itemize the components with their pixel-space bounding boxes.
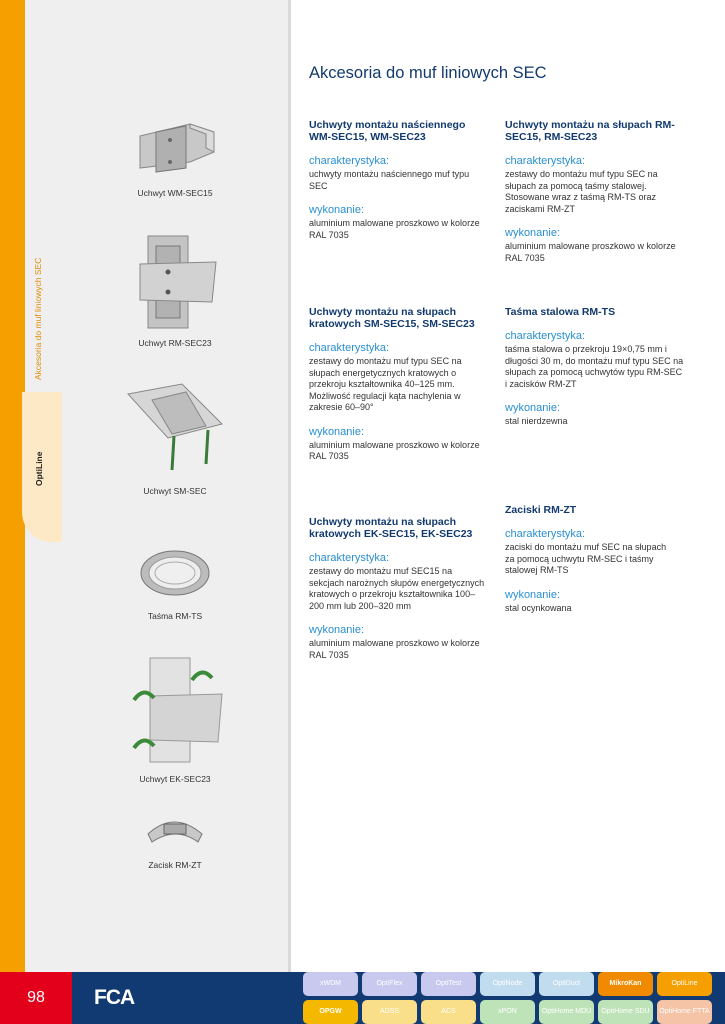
- side-section-label: Akcesoria do muf liniowych SEC: [33, 257, 43, 380]
- material-label: wykonanie:: [505, 588, 561, 601]
- product-rm-ts: [120, 545, 230, 621]
- characteristics-label: charakterystyka:: [505, 528, 586, 540]
- product-caption: Uchwyt WM-SEC15: [137, 188, 213, 198]
- block-title: Zaciski RM-ZT: [505, 504, 577, 516]
- tab-optiduct[interactable]: OptiDuct: [539, 972, 594, 996]
- characteristics-text: zestawy do montażu muf typu SEC na słupach energetycznych kratowych o przekroju kształtownika 40–125 mm. Możliwość regulacji kąta nachylenia w zakresie 60–90°: [309, 356, 462, 412]
- page-title: Akcesoria do muf liniowych SEC: [309, 64, 547, 82]
- block-rm-ts: [505, 306, 685, 428]
- block-rm-sec: [505, 119, 685, 264]
- characteristics-label: charakterystyka:: [309, 342, 390, 354]
- pole-bracket-image: [130, 232, 220, 332]
- block-title: Uchwyty montażu na słupach RM-SEC15, RM-SEC23: [505, 119, 675, 143]
- material-text: aluminium malowane proszkowo w kolorze RAL 7035: [309, 439, 480, 461]
- product-caption: Uchwyt SM-SEC: [143, 486, 207, 496]
- characteristics-text: zestawy do montażu muf SEC15 na sekcjach narożnych słupów energetycznych kratowych o przekroju kształtownika 100–200 mm lub 200–320 mm: [309, 566, 485, 611]
- column-divider: [288, 0, 291, 972]
- characteristics-label: charakterystyka:: [309, 552, 390, 564]
- tab-optihome-mdu[interactable]: OptiHome MDU: [539, 1000, 594, 1024]
- lattice-bracket-image: [122, 380, 228, 476]
- corner-bracket-image: [122, 652, 228, 768]
- tab-optitest[interactable]: OptiTest: [421, 972, 476, 996]
- product-ek-sec23: [120, 652, 230, 784]
- product-sm-sec: [120, 380, 230, 496]
- tab-xpon[interactable]: xPON: [480, 1000, 535, 1024]
- block-title: Uchwyty montażu na słupach kratowych SM-SEC15, SM-SEC23: [309, 306, 475, 330]
- wall-bracket-image: [130, 118, 220, 180]
- product-caption: Taśma RM-TS: [147, 611, 203, 621]
- tab-xwdm[interactable]: xWDM: [303, 972, 358, 996]
- tab-adss[interactable]: ADSS: [362, 1000, 417, 1024]
- characteristics-text: taśma stalowa o przekroju 19×0,75 mm i długości 30 m, do montażu muf typu SEC na słupach za pomocą uchwytów typu RM-SEC i zacisków RM-ZT: [505, 344, 684, 389]
- block-ek-sec: [309, 516, 489, 661]
- tab-optihome-ftta[interactable]: OptiHome FTTA: [657, 1000, 712, 1024]
- tab-optiflex[interactable]: OptiFlex: [362, 972, 417, 996]
- characteristics-label: charakterystyka:: [309, 155, 390, 167]
- material-text: aluminium malowane proszkowo w kolorze RAL 7035: [309, 638, 480, 660]
- steel-band-image: [135, 545, 215, 601]
- product-caption: Zacisk RM-ZT: [148, 860, 202, 870]
- material-text: aluminium malowane proszkowo w kolorze RAL 7035: [309, 218, 480, 240]
- material-label: wykonanie:: [505, 402, 561, 414]
- characteristics-text: zaciski do montażu muf SEC na słupach za pomocą uchwytu RM-SEC i taśmy stalowej RM-TS: [505, 542, 667, 575]
- characteristics-label: charakterystyka:: [505, 330, 586, 342]
- company-logo: FCA: [94, 986, 135, 1009]
- side-line-label: OptiLine: [34, 451, 44, 486]
- block-sm-sec: [309, 306, 489, 463]
- material-text: stal nierdzewna: [505, 416, 568, 426]
- tab-opgw[interactable]: OPGW: [303, 1000, 358, 1024]
- material-label: wykonanie:: [505, 227, 561, 239]
- block-rm-zt: [505, 504, 677, 614]
- clamp-image: [144, 808, 206, 852]
- tab-acs[interactable]: ACS: [421, 1000, 476, 1024]
- material-text: stal ocynkowana: [505, 602, 572, 613]
- product-rm-zt: [120, 808, 230, 870]
- block-wm-sec: [309, 119, 489, 241]
- tab-optiline[interactable]: OptiLine: [657, 972, 712, 996]
- product-rm-sec23: [120, 232, 230, 348]
- tab-optihome-sdu[interactable]: OptiHome SDU: [598, 1000, 653, 1024]
- product-caption: Uchwyt EK-SEC23: [139, 774, 211, 784]
- characteristics-label: charakterystyka:: [505, 155, 586, 167]
- block-title: Taśma stalowa RM-TS: [505, 306, 616, 318]
- product-wm-sec15: [120, 118, 230, 198]
- characteristics-text: uchwyty montażu naściennego muf typu SEC: [309, 169, 470, 191]
- characteristics-text: zestawy do montażu muf typu SEC na słupach za pomocą taśmy stalowej. Stosowane wraz z taśmą RM-TS oraz zaciskami RM-ZT: [505, 169, 658, 214]
- block-title: Uchwyty montażu na słupach kratowych EK-SEC15, EK-SEC23: [309, 516, 473, 540]
- product-caption: Uchwyt RM-SEC23: [138, 338, 212, 348]
- material-label: wykonanie:: [309, 624, 365, 636]
- tab-mikrokan[interactable]: MikroKan: [598, 972, 653, 996]
- material-text: aluminium malowane proszkowo w kolorze RAL 7035: [505, 241, 676, 263]
- material-label: wykonanie:: [309, 204, 365, 216]
- page-number: 98: [0, 972, 72, 1024]
- block-title: Uchwyty montażu naściennego WM-SEC15, WM-SEC23: [309, 119, 466, 143]
- tab-optinode[interactable]: OptiNode: [480, 972, 535, 996]
- material-label: wykonanie:: [309, 425, 365, 438]
